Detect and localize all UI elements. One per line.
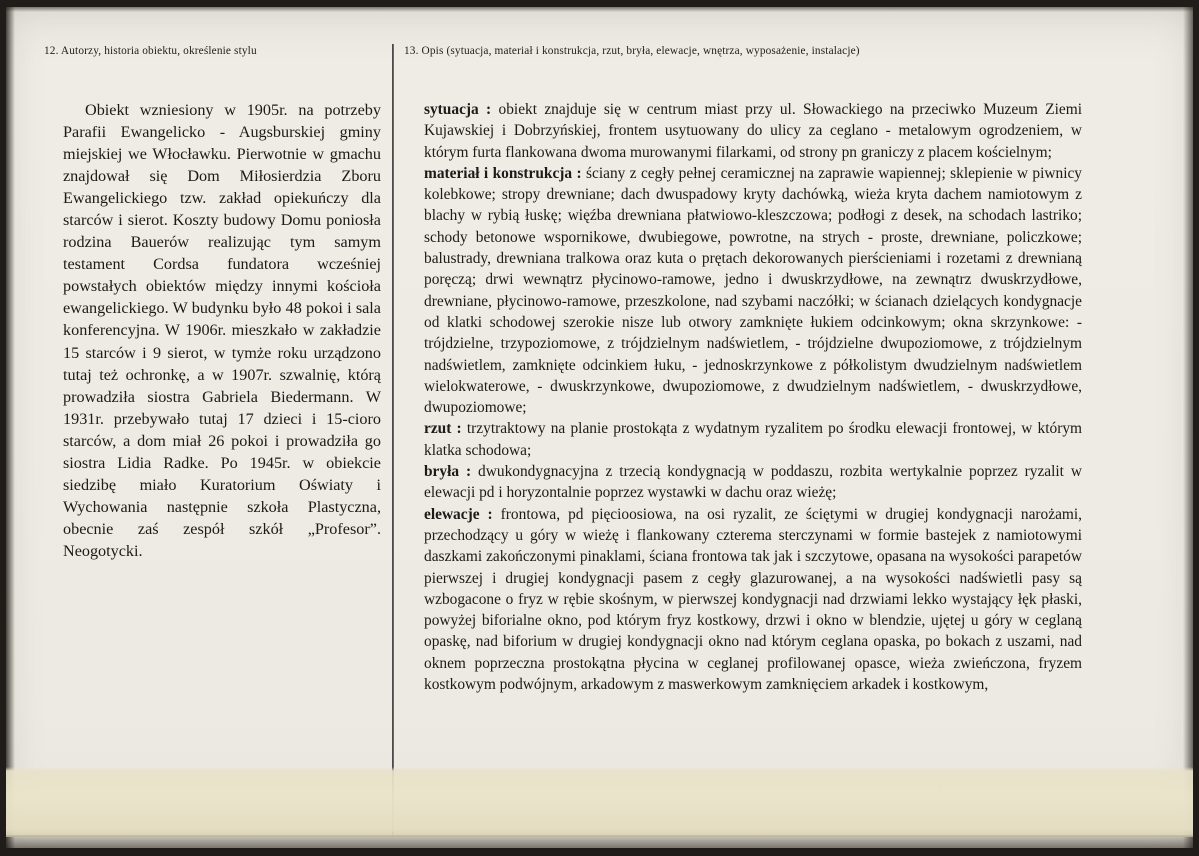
entry-label-material-i-konstrukcja: materiał i konstrukcja : (424, 164, 582, 182)
right-column-body (424, 99, 1082, 695)
description-entry-elewacje (424, 504, 1082, 696)
entry-label-rzut: rzut : (424, 420, 462, 438)
description-entry-bryla (424, 461, 1082, 504)
entry-label-elewacje: elewacje : (424, 505, 493, 523)
document-page (6, 7, 1193, 848)
entry-text-rzut: trzytraktowy na planie prostokąta z wydatnym ryzalitem po środku elewacji frontowej, w którym klatka schodowa; (424, 420, 1082, 459)
entry-text-bryla: dwukondygnacyjna z trzecią kondygnacją w poddaszu, rozbita wertykalnie poprzez ryzalit w elewacji pd i horyzontalnie poprzez wystawki w dachu oraz wieżę; (424, 463, 1082, 502)
page-edge-top-shadow (6, 7, 1193, 12)
entry-text-material-i-konstrukcja: ściany z cegły pełnej ceramicznej na zaprawie wapiennej; sklepienie w piwnicy kolebkowe; stropy drewniane; dach dwuspadowy kryty dachówką, wieża kryta dachem namiotowym z blachy w rybią łuskę; więźba drewniana płatwiowo-kleszczowa; podłogi z desek, na schodach lastriko; schody betonowe wspornikowe, dwubiegowe, powrotne, na strych - proste, drewniane, policzkowe; balustrady, drewniana tralkowa oraz kuta o prętach dekorowanych pierścieniami i rozetami z drewnianą poręczą; drwi wewnątrz płycinowo-ramowe, jedno i dwuskrzydłowe, na zewnątrz dwuskrzydłowe, drewniane, płycinowo-ramowe, przeszkolone, nad szybami naczółki; w ścianach dzielących kondygnacje od klatki schodowej szerokie nisze lub otwory zamknięte łukiem odcinkowym; okna skrzynkowe: - trójdzielne, trzypoziomowe, z trójdzielnym nadświetlem, - trójdzielne dwupoziomowe, z trójdzielnym nadświetlem, zamknięte odcinkiem łuku, - jednoskrzynkowe z półkolistym dwudzielnym nadświetlem wielokwaterowe, - dwuskrzynkowe, dwupoziomowe, z dwudzielnym nadświetlem, - dwuskrzydłowe, dwupoziomowe; (424, 164, 1083, 417)
entry-label-bryla: bryła : (424, 463, 472, 481)
page-edge-right-shadow (1183, 7, 1193, 848)
description-entry-rzut (424, 418, 1082, 461)
entry-text-sytuacja: obiekt znajduje się w centrum miast przy ul. Słowackiego na przeciwko Muzeum Ziemi Kujawskiej i Dobrzyńskiej, frontem usytuowany do ulicy za ceglano - metalowym ogrodzeniem, w którym furta flankowana dwoma murowanymi filarkami, od strony pn graniczy z placem kościelnym; (424, 101, 1082, 161)
section-header-13: 13. Opis (sytuacja, materiał i konstrukcja, rzut, bryła, elewacje, wnętrza, wyposażenie, instalacje) (404, 45, 860, 57)
description-entry-material-i-konstrukcja (424, 163, 1082, 419)
left-column-body (63, 99, 381, 562)
entry-text-elewacje: frontowa, pd pięcioosiowa, na osi ryzalit, ze ściętymi w drugiej kondygnacji narożami, przechodzący u góry w wieżę i flankowany czterema sterczynami w formie bastejek z namiotowymi daszkami zakończonymi pinaklami, ściana frontowa tak jak i szczytowe, opasana na wysokości parapetów pierwszej i drugiej kondygnacji pasem z cegły glazurowanej, a na wysokości nadświetli pasy są wzbogacone o fryz w rębie skośnym, w pierwszej kondygnacji nad drzwiami lekko wystający łęk płaski, powyżej biforialne okno, pod którym fryz kostkowy, drzwi i okno w blendzie, ujętej u góry w ceglaną opaskę, nad biforium w drugiej kondygnacji okno nad którym ceglana opaska, po bokach z uszami, nad oknem poprzeczna prostokątna płycina w ceglanej profilowanej opasce, wieża zwieńczona, fryzem kostkowym podwójnym, arkadowym z maswerkowym zamknięciem arkadek i kostkowym, (424, 505, 1082, 694)
section-header-12: 12. Autorzy, historia obiektu, określenie stylu (44, 45, 257, 57)
left-column-paragraph: Obiekt wzniesiony w 1905r. na potrzeby Parafii Ewangelicko - Augsburskiej gminy miejskiej we Włocławku. Pierwotnie w gmachu znajdował się Dom Miłosierdzia Zboru Ewangelickiego tzw. zakład opiekuńczy dla starców i sierot. Koszty budowy Domu poniosła rodzina Bauerów realizując tym samym testament Cordsa fundatora wcześniej powstałych obiektów między innymi kościoła ewangelickiego. W budynku było 48 pokoi i sala konferencyjna. W 1906r. mieszkało w zakładzie 15 starców i 9 sierot, w tymże roku urządzono tutaj też ochronkę, a w 1907r. szwalnię, którą prowadziła siostra Gabriela Biedermann. W 1931r. przebywało tutaj 17 dzieci i 15-cioro starców, a dom miał 26 pokoi i prowadziła go siostra Lidia Radke. Po 1945r. w obiekcie siedzibę miało Kuratorium Oświaty i Wychowania następnie szkoła Plastyczna, obecnie zaś zespół szkół „Profesor”. Neogotycki. (63, 101, 381, 560)
entry-label-sytuacja: sytuacja : (424, 101, 492, 118)
page-bottom-edge-shadow (6, 835, 1193, 849)
page-bottom-yellowed-band (6, 767, 1193, 837)
page-edge-left-shadow (6, 7, 15, 848)
column-divider (392, 44, 394, 835)
description-entry-sytuacja (424, 99, 1082, 163)
